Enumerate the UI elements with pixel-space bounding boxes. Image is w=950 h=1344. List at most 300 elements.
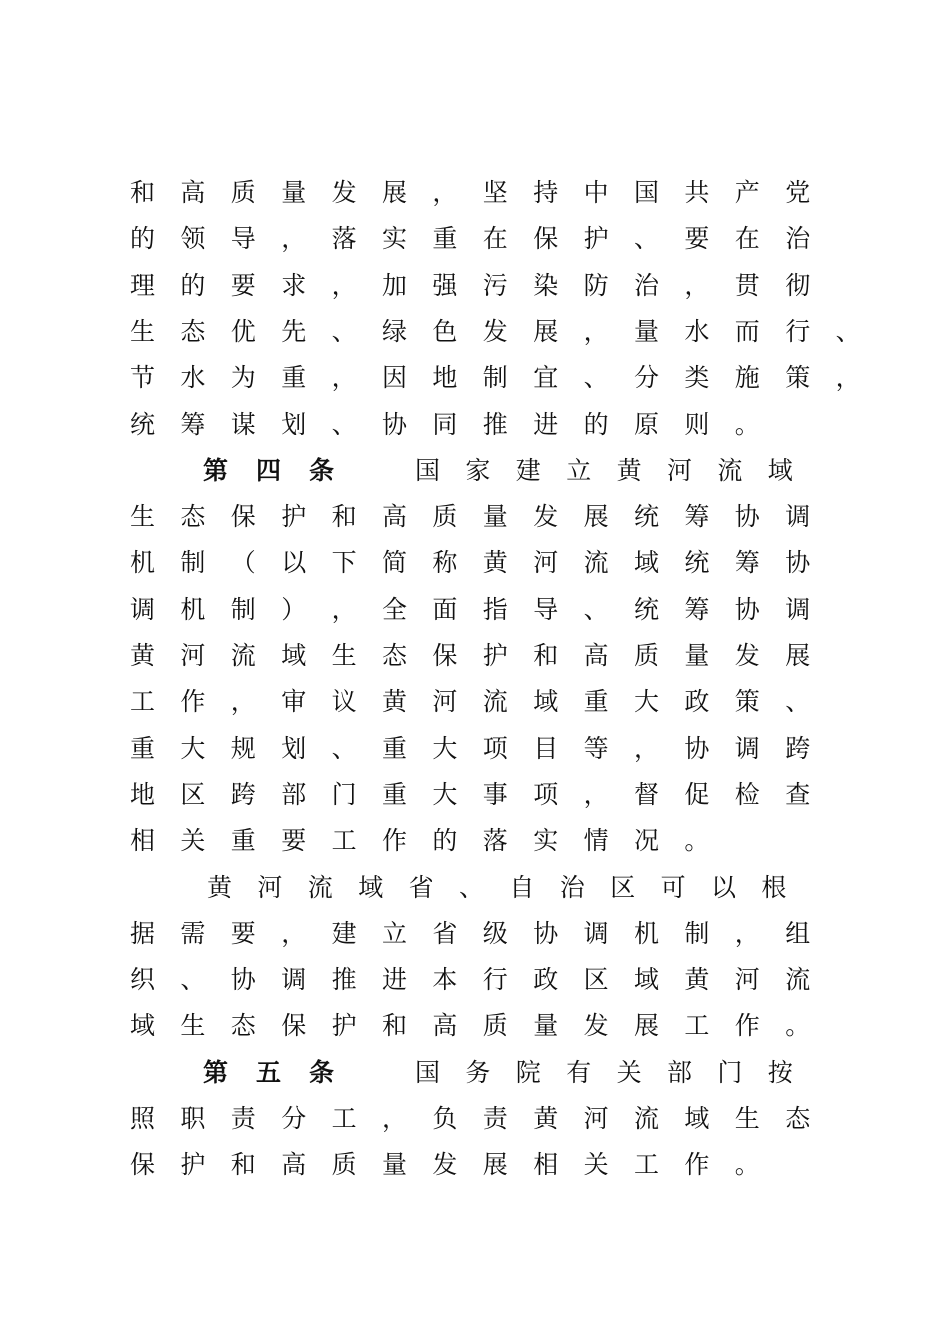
text-char: ， [432, 178, 458, 207]
text-char: 大 [432, 779, 458, 809]
text-char: 河 [257, 872, 283, 902]
text-char: 宜 [533, 363, 559, 393]
text-char: 以 [281, 548, 307, 578]
text-char: 发 [331, 178, 357, 207]
text-char: 本 [432, 965, 458, 995]
text-line [0, 679, 950, 725]
text-char: 区 [610, 872, 636, 902]
text-char: 和 [331, 502, 357, 532]
text-char: 。 [785, 1011, 811, 1041]
text-char: 据 [130, 918, 156, 948]
text-char: 保 [533, 224, 559, 254]
text-char: 等 [583, 733, 609, 763]
text-char: 关 [583, 1150, 609, 1180]
text-char: 分 [281, 1104, 307, 1133]
text-char: 制 [684, 918, 710, 948]
text-char: 域 [533, 687, 559, 717]
text-line [0, 216, 950, 262]
text-char: 河 [432, 687, 458, 717]
text-char: 的 [130, 224, 156, 254]
text-char: 领 [180, 224, 206, 254]
text-line [0, 170, 950, 216]
text-char: 流 [482, 687, 508, 717]
text-char: 面 [432, 594, 458, 624]
text-char: 国 [415, 455, 441, 485]
text-char: ， [684, 270, 710, 300]
text-char: 协 [533, 918, 559, 948]
text-char: 黄 [482, 548, 508, 578]
text-char: 加 [382, 270, 408, 300]
text-char: 类 [684, 363, 710, 393]
text-char: 态 [382, 641, 408, 670]
text-char: 调 [281, 965, 307, 995]
text-char: 态 [785, 1104, 811, 1133]
text-char: ， [583, 316, 609, 346]
text-char: 高 [180, 178, 206, 207]
article-heading-char: 条 [309, 455, 335, 485]
text-char: 部 [281, 779, 307, 809]
text-char: 治 [559, 872, 585, 902]
text-char: 因 [382, 363, 408, 393]
text-char: 河 [533, 548, 559, 578]
text-char: 关 [616, 1057, 642, 1087]
text-char: 、 [785, 687, 811, 717]
text-char: 生 [180, 1011, 206, 1041]
text-char: 工 [331, 1104, 357, 1133]
text-char: 检 [734, 779, 760, 809]
text-char: 机 [634, 918, 660, 948]
text-char: 重 [281, 363, 307, 393]
text-line [0, 587, 950, 633]
text-char: 按 [767, 1057, 793, 1087]
text-char: 项 [533, 779, 559, 809]
text-char: 责 [482, 1104, 508, 1133]
text-char: 污 [482, 270, 508, 300]
text-char: 域 [634, 965, 660, 995]
text-char: 跨 [785, 733, 811, 763]
text-char: 地 [130, 779, 156, 809]
text-char: 下 [331, 548, 357, 578]
text-char: 和 [382, 1011, 408, 1041]
text-char: 理 [130, 270, 156, 300]
text-char: ， [382, 1104, 408, 1133]
text-char: 门 [331, 779, 357, 809]
text-line [0, 494, 950, 540]
text-char: 高 [382, 502, 408, 532]
text-char: 作 [180, 687, 206, 717]
text-line [0, 726, 950, 772]
article-heading-char: 第 [203, 1057, 229, 1087]
text-line [0, 448, 950, 494]
text-char: 重 [230, 826, 256, 856]
text-char: 质 [634, 641, 660, 670]
text-char: 施 [734, 363, 760, 393]
text-char: 统 [130, 409, 156, 439]
text-char: 统 [634, 502, 660, 532]
text-char: 制 [230, 594, 256, 624]
text-char: 重 [583, 687, 609, 717]
text-char: 关 [180, 826, 206, 856]
text-char: 护 [281, 502, 307, 532]
text-char: 绿 [382, 316, 408, 346]
text-char: 高 [432, 1011, 458, 1041]
text-char: 事 [482, 779, 508, 809]
text-char: 进 [533, 409, 559, 439]
text-char: 黄 [616, 455, 642, 485]
text-char: 展 [533, 316, 559, 346]
text-char: 制 [482, 363, 508, 393]
text-char: 有 [566, 1057, 592, 1087]
text-char: （ [230, 548, 256, 578]
text-char: 国 [634, 178, 660, 207]
text-char: 级 [482, 918, 508, 948]
text-char: 可 [660, 872, 686, 902]
text-char: 同 [432, 409, 458, 439]
text-char: 机 [130, 548, 156, 578]
text-char: 指 [482, 594, 508, 624]
text-char: 政 [533, 965, 559, 995]
text-char: 目 [533, 733, 559, 763]
text-char: 导 [230, 224, 256, 254]
text-char: 划 [281, 733, 307, 763]
text-char: ， [230, 687, 256, 717]
text-char: 促 [684, 779, 710, 809]
text-char: 为 [230, 363, 256, 393]
text-char: 院 [515, 1057, 541, 1087]
text-char: 黄 [207, 872, 233, 902]
text-char: 共 [684, 178, 710, 207]
text-char: 展 [482, 1150, 508, 1180]
text-char: 的 [583, 409, 609, 439]
text-char: 部 [667, 1057, 693, 1087]
text-char: 护 [583, 224, 609, 254]
text-char: 护 [482, 641, 508, 670]
text-char: 划 [281, 409, 307, 439]
text-line [0, 402, 950, 448]
text-char: 求 [281, 270, 307, 300]
text-char: 保 [230, 502, 256, 532]
text-char: ） [281, 594, 307, 624]
text-char: 坚 [482, 178, 508, 207]
text-char: 中 [583, 178, 609, 207]
article-heading-char: 条 [309, 1057, 335, 1087]
text-char: 量 [634, 316, 660, 346]
text-char: 督 [634, 779, 660, 809]
text-char: 组 [785, 918, 811, 948]
text-char: 和 [130, 178, 156, 207]
text-char: 、 [583, 594, 609, 624]
text-char: 持 [533, 178, 559, 207]
text-char: 项 [482, 733, 508, 763]
text-char: 行 [785, 316, 811, 346]
text-char: 展 [785, 641, 811, 670]
text-char: 协 [684, 733, 710, 763]
text-char: 工 [331, 826, 357, 856]
text-char: 重 [382, 779, 408, 809]
text-char: 照 [130, 1104, 156, 1133]
text-char: 量 [482, 502, 508, 532]
text-line [0, 1050, 950, 1096]
text-char: 根 [761, 872, 787, 902]
text-char: 调 [734, 733, 760, 763]
text-char: 推 [482, 409, 508, 439]
text-char: 保 [432, 641, 458, 670]
text-line [0, 1003, 950, 1049]
text-char: 域 [684, 1104, 710, 1133]
text-char: 工 [130, 687, 156, 717]
text-char: 质 [331, 1150, 357, 1180]
text-char: 协 [734, 502, 760, 532]
text-char: 重 [382, 733, 408, 763]
text-char: 域 [358, 872, 384, 902]
text-char: 贯 [734, 270, 760, 300]
text-char: 域 [130, 1011, 156, 1041]
text-char: 质 [230, 178, 256, 207]
text-char: 的 [180, 270, 206, 300]
text-char: 高 [281, 1150, 307, 1180]
text-char: 建 [331, 918, 357, 948]
text-char: 要 [684, 224, 710, 254]
text-char: 要 [230, 918, 256, 948]
text-char: 黄 [382, 687, 408, 717]
text-char: 要 [281, 826, 307, 856]
text-char: 发 [533, 502, 559, 532]
text-char: 则 [684, 409, 710, 439]
text-char: 织 [130, 965, 156, 995]
text-char: 发 [482, 316, 508, 346]
text-char: 相 [533, 1150, 559, 1180]
text-char: 量 [281, 178, 307, 207]
text-char: 工 [634, 1150, 660, 1180]
text-line [0, 865, 950, 911]
text-char: 协 [230, 965, 256, 995]
text-char: 黄 [684, 965, 710, 995]
text-char: 而 [734, 316, 760, 346]
text-char: 调 [130, 594, 156, 624]
text-char: 域 [634, 548, 660, 578]
text-char: 策 [785, 363, 811, 393]
text-char: 策 [734, 687, 760, 717]
text-char: 统 [684, 548, 710, 578]
text-char: 发 [734, 641, 760, 670]
text-char: 护 [180, 1150, 206, 1180]
text-char: 、 [331, 316, 357, 346]
article-heading-char: 四 [256, 455, 282, 485]
text-line [0, 540, 950, 586]
text-char: 流 [307, 872, 333, 902]
text-char: ， [331, 594, 357, 624]
text-char: 展 [583, 502, 609, 532]
text-char: 查 [785, 779, 811, 809]
text-char: 筹 [684, 594, 710, 624]
text-char: 。 [684, 826, 710, 856]
text-char: 发 [583, 1011, 609, 1041]
text-char: ， [281, 918, 307, 948]
text-char: ， [835, 363, 861, 393]
text-char: 展 [634, 1011, 660, 1041]
text-char: ， [734, 918, 760, 948]
text-char: 审 [281, 687, 307, 717]
text-char: 大 [634, 687, 660, 717]
text-line [0, 263, 950, 309]
text-char: 流 [230, 641, 256, 670]
text-line [0, 633, 950, 679]
text-char: 流 [717, 455, 743, 485]
text-char: 统 [634, 594, 660, 624]
text-char: 况 [634, 826, 660, 856]
text-char: 党 [785, 178, 811, 207]
text-char: 流 [583, 548, 609, 578]
text-char: 全 [382, 594, 408, 624]
text-char: 在 [734, 224, 760, 254]
text-char: 态 [180, 316, 206, 346]
text-char: 、 [634, 224, 660, 254]
text-char: 节 [130, 363, 156, 393]
text-char: 重 [432, 224, 458, 254]
text-char: 高 [583, 641, 609, 670]
text-line [0, 911, 950, 957]
text-char: 生 [130, 502, 156, 532]
text-char: 地 [432, 363, 458, 393]
text-char: 协 [382, 409, 408, 439]
text-char: 相 [130, 826, 156, 856]
text-char: 强 [432, 270, 458, 300]
text-char: 推 [331, 965, 357, 995]
text-char: 水 [180, 363, 206, 393]
text-char: 责 [230, 1104, 256, 1133]
text-char: 产 [734, 178, 760, 207]
text-char: ， [331, 363, 357, 393]
text-char: 河 [583, 1104, 609, 1133]
text-char: 色 [432, 316, 458, 346]
text-char: 简 [382, 548, 408, 578]
text-char: 工 [684, 1011, 710, 1041]
text-char: 重 [130, 733, 156, 763]
text-char: 大 [180, 733, 206, 763]
text-char: 门 [717, 1057, 743, 1087]
text-char: 实 [533, 826, 559, 856]
text-char: 染 [533, 270, 559, 300]
text-char: 区 [583, 965, 609, 995]
text-char: 区 [180, 779, 206, 809]
text-char: 称 [432, 548, 458, 578]
text-char: 治 [785, 224, 811, 254]
text-char: 省 [408, 872, 434, 902]
text-char: 谋 [230, 409, 256, 439]
text-char: 调 [583, 918, 609, 948]
text-char: 黄 [533, 1104, 559, 1133]
text-char: 域 [281, 641, 307, 670]
text-char: 防 [583, 270, 609, 300]
text-char: 建 [515, 455, 541, 485]
text-char: 、 [180, 965, 206, 995]
text-char: 生 [130, 316, 156, 346]
text-line [0, 309, 950, 355]
text-char: 协 [734, 594, 760, 624]
text-char: 。 [734, 1150, 760, 1180]
text-char: 筹 [684, 502, 710, 532]
text-line [0, 818, 950, 864]
text-line [0, 957, 950, 1003]
text-char: 在 [482, 224, 508, 254]
text-line [0, 1142, 950, 1188]
text-char: 域 [767, 455, 793, 485]
text-char: 筹 [734, 548, 760, 578]
text-char: 量 [382, 1150, 408, 1180]
article-heading-char: 五 [256, 1057, 282, 1087]
text-char: 立 [566, 455, 592, 485]
text-char: 要 [230, 270, 256, 300]
text-char: 实 [382, 224, 408, 254]
text-char: 行 [482, 965, 508, 995]
text-char: 发 [432, 1150, 458, 1180]
text-char: 黄 [130, 641, 156, 670]
text-char: 河 [667, 455, 693, 485]
text-char: 国 [415, 1057, 441, 1087]
text-char: 需 [180, 918, 206, 948]
text-char: 河 [734, 965, 760, 995]
text-char: 生 [734, 1104, 760, 1133]
text-char: 、 [331, 733, 357, 763]
text-char: 作 [382, 826, 408, 856]
text-char: 流 [634, 1104, 660, 1133]
text-line [0, 772, 950, 818]
text-char: 立 [382, 918, 408, 948]
text-char: 和 [230, 1150, 256, 1180]
text-line [0, 1096, 950, 1142]
text-char: 质 [482, 1011, 508, 1041]
text-char: 、 [835, 316, 861, 346]
text-char: 的 [432, 826, 458, 856]
text-char: 负 [432, 1104, 458, 1133]
text-char: 河 [180, 641, 206, 670]
text-char: 自 [509, 872, 535, 902]
article-heading-char: 第 [203, 455, 229, 485]
text-char: 跨 [230, 779, 256, 809]
text-char: ， [281, 224, 307, 254]
text-char: 治 [634, 270, 660, 300]
text-char: 规 [230, 733, 256, 763]
text-char: 大 [432, 733, 458, 763]
text-char: 议 [331, 687, 357, 717]
text-line [0, 355, 950, 401]
text-char: 原 [634, 409, 660, 439]
text-char: ， [634, 733, 660, 763]
text-char: 和 [533, 641, 559, 670]
text-char: 优 [230, 316, 256, 346]
text-char: 水 [684, 316, 710, 346]
text-char: 以 [711, 872, 737, 902]
text-char: 护 [331, 1011, 357, 1041]
text-char: 分 [634, 363, 660, 393]
text-char: 质 [432, 502, 458, 532]
text-char: 政 [684, 687, 710, 717]
text-char: 落 [482, 826, 508, 856]
text-char: 职 [180, 1104, 206, 1133]
text-char: 筹 [180, 409, 206, 439]
text-char: 省 [432, 918, 458, 948]
text-char: 情 [583, 826, 609, 856]
text-char: ， [583, 779, 609, 809]
text-char: 务 [465, 1057, 491, 1087]
text-char: 调 [785, 502, 811, 532]
text-char: 流 [785, 965, 811, 995]
text-char: 彻 [785, 270, 811, 300]
text-char: 展 [382, 178, 408, 207]
text-char: 量 [533, 1011, 559, 1041]
text-char: 家 [465, 455, 491, 485]
text-char: 协 [785, 548, 811, 578]
